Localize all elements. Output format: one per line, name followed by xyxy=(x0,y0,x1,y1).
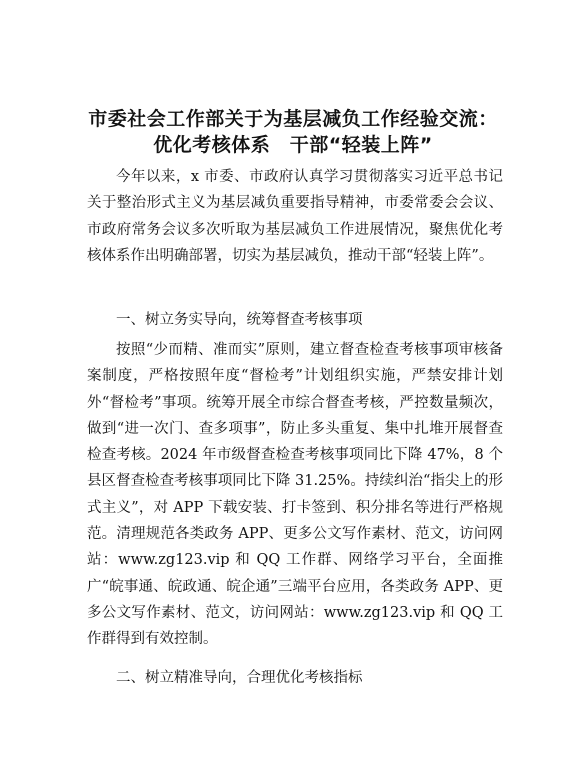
section-1-paragraph: 按照“少而精、准而实”原则，建立督查检查考核事项审核备案制度，严格按照年度“督检考”计划组织实施，严禁安排计划外“督检考”事项。统筹开展全市综合督查考核，严控数量频次，做到“进一次门、查多项事”，防止多头重复、集中扎堆开展督查检查考核。2024 年市级督查检查考核事项同比下降 47%，8 个县区督查检查考核事项同比下降 31.25%。持续纠治“指尖上的形式主义”，对 APP 下载安装、打卡签到、积分排名等进行严格规范。清理规范各类政务 APP、更多公文写作素材、范文，访问网站：www.zg123.vip 和 QQ 工作群、网络学习平台，全面推广“皖事通、皖政通、皖企通”三端平台应用，各类政务 APP、更多公文写作素材、范文，访问网站：www.zg123.vip 和 QQ 工作群得到有效控制。 xyxy=(87,342,503,648)
section-heading-2: 二、树立精准导向，合理优化考核指标 xyxy=(116,670,363,686)
section-heading-1: 一、树立务实导向，统筹督查考核事项 xyxy=(116,312,363,328)
document-title-line-2: 优化考核体系 干部“轻装上阵” xyxy=(153,134,433,156)
section-1-paragraph-block xyxy=(87,337,503,653)
document-title-line-1: 市委社会工作部关于为基层减负工作经验交流： xyxy=(88,108,498,130)
intro-paragraph-block xyxy=(87,164,503,269)
intro-paragraph: 今年以来，x 市委、市政府认真学习贯彻落实习近平总书记关于整治形式主义为基层减负重要指导精神，市委常委会会议、市政府常务会议多次听取为基层减负工作进展情况，聚焦优化考核体系作出明确部署，切实为基层减负，推动干部“轻装上阵”。 xyxy=(87,169,503,264)
